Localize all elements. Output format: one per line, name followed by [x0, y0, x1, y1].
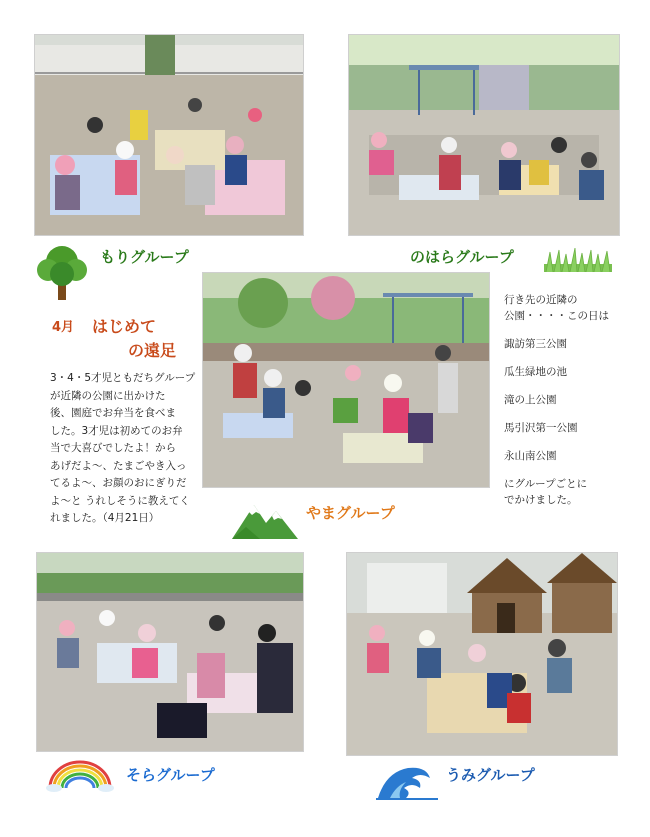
destinations-outro-2: でかけました。 [504, 494, 578, 506]
story-line: 3・4・5才児ともだちグループ [50, 372, 196, 384]
story-line: 後、園庭でお弁当を食べま [50, 407, 176, 419]
story-text [50, 370, 200, 528]
photo-mori-group [34, 34, 304, 236]
rainbow-icon [46, 758, 114, 796]
umi-group-label: うみグループ [446, 766, 535, 784]
park-item: 永山南公園 [504, 450, 557, 462]
park-item: 馬引沢第一公園 [504, 422, 578, 434]
park-item: 瓜生緑地の池 [504, 366, 567, 378]
yama-group-label: やまグループ [306, 504, 395, 522]
destinations-intro-2: 公園・・・・この日は [504, 310, 609, 322]
photo-sora-group [36, 552, 304, 752]
story-line: が近隣の公園に出かけた [50, 389, 166, 402]
wave-icon [376, 762, 438, 804]
destinations-list [504, 292, 644, 522]
park-item: 諏訪第三公園 [504, 338, 567, 350]
title-line-2: の遠足 [128, 341, 177, 360]
grass-icon [544, 248, 612, 276]
mountain-icon [232, 497, 298, 543]
park-item: 滝の上公園 [504, 394, 557, 406]
title-line-1: はじめて [92, 317, 157, 336]
story-line: よ～と うれしそうに教えてく [50, 494, 190, 507]
sora-group-label: そらグループ [126, 766, 215, 784]
story-line: れました。（4月21日） [50, 512, 160, 524]
mori-group-label: もりグループ [100, 248, 189, 266]
destinations-intro-1: 行き先の近隣の [504, 294, 578, 306]
story-line: てるよ～、お顔のおにぎりだ [50, 477, 187, 489]
story-line: 当で大喜びでしたよ！から [50, 442, 176, 454]
nohara-group-label: のはらグループ [410, 248, 514, 266]
tree-icon [34, 240, 90, 304]
photo-yama-group [202, 272, 490, 488]
photo-nohara-group [348, 34, 620, 236]
destinations-outro-1: にグループごとに [504, 478, 588, 490]
story-line: あげだよ～、たまごやき入っ [50, 459, 187, 472]
month-label: 4月 [52, 320, 75, 335]
story-line: した。3才児は初めてのお弁 [50, 424, 183, 437]
photo-umi-group [346, 552, 618, 756]
